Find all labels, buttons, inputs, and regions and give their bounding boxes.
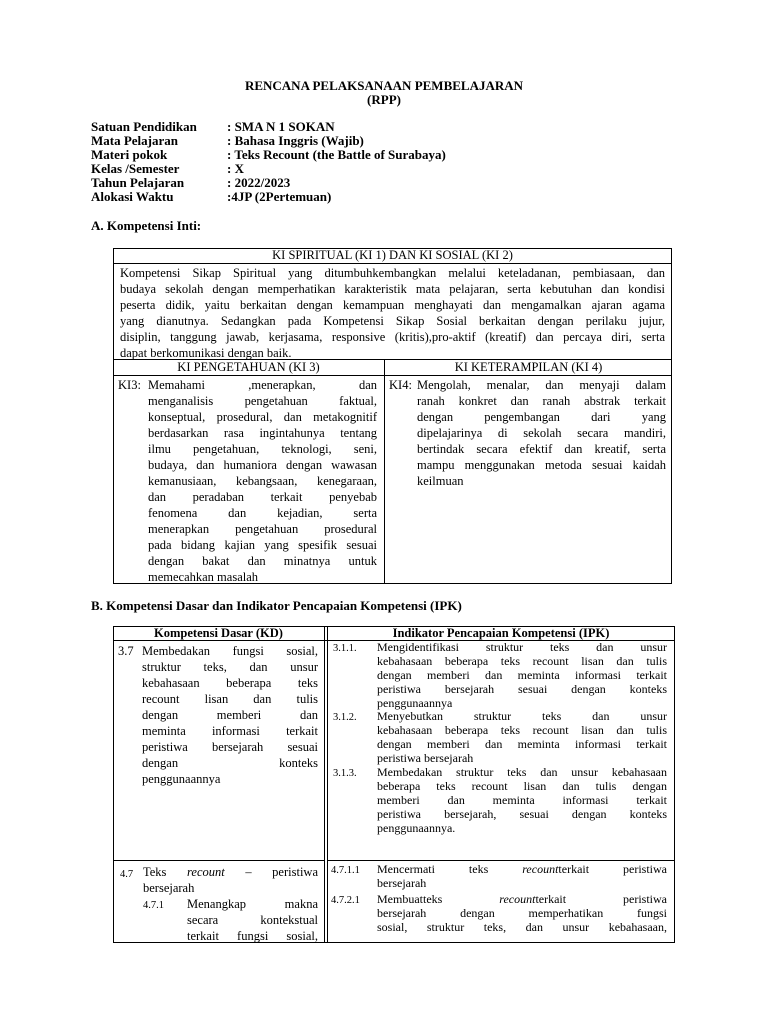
ki12-description [120, 265, 665, 361]
section-a-heading: A. Kompetensi Inti: [91, 218, 202, 233]
ki3-line: konseptual, prosedural, dan metakognitif [148, 410, 377, 424]
ipk-line: peristiwa bersejarah sesuai dengan konteks [377, 682, 667, 696]
kd-number: 4.7 [120, 869, 134, 880]
ki3-line: ilmu pengetahuan, teknologi, seni, [148, 442, 377, 456]
ki3-line: dan peradaban terkait penyebab [148, 490, 377, 504]
ipk-line: Menyebutkan struktur teks dan unsur [377, 709, 667, 723]
kd-line: dengan konteks [142, 756, 318, 770]
ki12-line: Kompetensi Sikap Spiritual yang ditumbuhkembangkan melalui keteladanan, pembiasaan, dan [120, 266, 665, 280]
ipk-number: 3.1.3. [333, 768, 357, 779]
kd-4-7-line2: bersejarah [143, 881, 195, 895]
ipk-line: kebahasaan beberapa teks recount lisan dan tulis [377, 723, 667, 737]
ipk-line: Membedakan struktur teks dan unsur kebahasaan [377, 765, 667, 779]
kd-line: recount lisan dan tulis [142, 692, 318, 706]
kd-column-header: Kompetensi Dasar (KD) [154, 626, 283, 640]
ki3-line: fenomena dan kejadian, serta [148, 506, 377, 520]
kd-table-right-border [674, 626, 675, 942]
identity-value: : X [227, 161, 244, 176]
ipk-line: kebahasaan beberapa teks recount lisan dan tulis [377, 654, 667, 668]
ipk-line: beberapa teks recount lisan dan tulis dengan [377, 779, 667, 793]
ipk-text-italic: recount [499, 892, 536, 906]
ki12-line: dapat berkomunikasi dengan baik. [120, 346, 292, 360]
ipk-4-7-1-1-line2: bersejarah [377, 876, 427, 890]
ki4-code: KI4: [389, 378, 412, 392]
kd-table-column-divider [327, 626, 328, 942]
ipk-text: Membuatteks [377, 892, 500, 906]
ipk-text: terkait peristiwa [558, 862, 668, 876]
ki4-line: bertindak secara efektif dan kreatif, serta [417, 442, 666, 456]
ipk-text: Mencermati teks [377, 862, 523, 876]
identity-label: Mata Pelajaran [91, 133, 179, 148]
ipk-line: penggunaannya. [377, 821, 456, 835]
ki4-line: ranah konkret dan ranah abstrak terkait [417, 394, 666, 408]
ki3-line: pada bidang kajian yang spesifik sesuai [148, 538, 377, 552]
ipk-line: dengan memberi dan meminta informasi terkait [377, 668, 667, 682]
kd-4-7-1-text [187, 896, 318, 944]
ipk-line: sosial, struktur teks, dan unsur kebahasaan, [377, 920, 667, 934]
ki3-code: KI3: [118, 378, 141, 392]
ki3-header: KI PENGETAHUAN (KI 3) [177, 360, 320, 374]
ki4-description [417, 377, 666, 489]
identity-value: : SMA N 1 SOKAN [227, 119, 335, 134]
kd-line: peristiwa bersejarah sesuai [142, 740, 318, 754]
identity-label: Kelas /Semester [91, 161, 180, 176]
identity-label: Tahun Pelajaran [91, 175, 185, 190]
ki3-line: berdasarkan rasa ingintahunya tentang [148, 426, 377, 440]
ipk-3-1-1-text [377, 640, 667, 710]
ipk-line: peristiwa bersejarah, sesuai dengan konteks [377, 807, 667, 821]
kd-table-left-border [113, 626, 114, 942]
ipk-line: Mengidentifikasi struktur teks dan unsur [377, 640, 667, 654]
ki4-line: dengan pengembangan dari yang [417, 410, 666, 424]
ipk-4-7-1-1-line1 [377, 862, 667, 876]
ipk-text-italic: recount [522, 862, 559, 876]
ki3-line: menganalisis pengetahuan faktual, [148, 394, 377, 408]
ki12-header: KI SPIRITUAL (KI 1) DAN KI SOSIAL (KI 2) [272, 248, 513, 262]
document-title: RENCANA PELAKSANAAN PEMBELAJARAN [244, 78, 524, 93]
ipk-text: terkait peristiwa [535, 892, 667, 906]
kd-row-divider [327, 860, 675, 861]
kd-line: struktur teks, dan unsur [142, 660, 318, 674]
ipk-number: 4.7.2.1 [331, 895, 360, 906]
ipk-number: 3.1.2. [333, 712, 357, 723]
kd-4-7-text-a: Teks [143, 865, 188, 879]
kd-line: Menangkap makna [187, 897, 318, 911]
ipk-line: peristiwa bersejarah [377, 751, 474, 765]
ipk-column-header: Indikator Pencapaian Kompetensi (IPK) [392, 626, 610, 640]
ipk-line: memberi dan meminta informasi terkait [377, 793, 667, 807]
ki-column-divider [384, 359, 385, 584]
ipk-4-7-2-1-rest [377, 906, 667, 934]
ipk-number: 4.7.1.1 [331, 865, 360, 876]
ipk-3-1-3-text [377, 765, 667, 835]
ki4-line: keilmuan [417, 474, 464, 488]
ipk-line: bersejarah dengan memperhatikan fungsi [377, 906, 667, 920]
ki-divider [113, 375, 672, 376]
kd-line: secara kontekstual [187, 913, 318, 927]
kd-4-7-text-b: – peristiwa [224, 865, 318, 879]
ipk-line: penggunaannya [377, 696, 453, 710]
ki3-line: dengan bakat dan minatnya untuk [148, 554, 377, 568]
ki3-line: kemanusiaan, kebangsaan, kenegaraan, [148, 474, 377, 488]
kd-table-column-divider [324, 626, 325, 942]
kd-line: meminta informasi terkait [142, 724, 318, 738]
kd-line: penggunaannya [142, 772, 221, 786]
ki4-line: mampu menggunakan metoda sesuai kaidah [417, 458, 666, 472]
identity-value: : Bahasa Inggris (Wajib) [227, 133, 364, 148]
ki3-line: memecahkan masalah [148, 570, 259, 584]
document-subtitle: (RPP) [367, 92, 401, 107]
section-b-heading: B. Kompetensi Dasar dan Indikator Pencapaian Kompetensi (IPK) [91, 598, 462, 613]
kd-number: 3.7 [118, 644, 134, 658]
ipk-3-1-2-text [377, 709, 667, 765]
ki3-line: budaya, dan humaniora dengan wawasan [148, 458, 377, 472]
ipk-number: 3.1.1. [333, 643, 357, 654]
ki4-line: dipelajarinya di sekolah secara mandiri, [417, 426, 666, 440]
ki3-description [148, 377, 377, 585]
ki12-line: budaya sekolah dengan memperhatikan karakteristik mata pelajaran, serta kebutuhan dan kondisi [120, 282, 665, 296]
kd-row-divider [113, 860, 325, 861]
ki3-line: Memahami ,menerapkan, dan [148, 378, 377, 392]
identity-label: Alokasi Waktu [91, 189, 174, 204]
ki3-line: menerapkan pengetahuan prosedural [148, 522, 377, 536]
kd-line: dengan memberi dan [142, 708, 318, 722]
identity-label: Materi pokok [91, 147, 168, 162]
identity-value: : 2022/2023 [227, 175, 291, 190]
identity-value: : Teks Recount (the Battle of Surabaya) [227, 147, 446, 162]
ki-divider [113, 263, 672, 264]
ki12-line: disiplin, tanggung jawab, kerjasama, responsive (kritis),pro-aktif (kreatif) dan percaya diri, serta [120, 330, 665, 344]
kd-4-7-text-italic: recount [187, 865, 225, 879]
ki4-line: Mengolah, menalar, dan menyaji dalam [417, 378, 666, 392]
kd-3-7-text [142, 643, 318, 787]
kd-4-7-title [143, 864, 318, 880]
ki4-header: KI KETERAMPILAN (KI 4) [454, 360, 603, 374]
ipk-4-7-2-1-line1 [377, 892, 667, 906]
kd-line: kebahasaan beberapa teks [142, 676, 318, 690]
ipk-line: dengan memberi dan meminta informasi terkait [377, 737, 667, 751]
ki12-line: yang dianutnya. Sedangkan pada Kompetensi Sikap Sosial berkaitan dengan perilaku jujur, [120, 314, 665, 328]
kd-line: Membedakan fungsi sosial, [142, 644, 318, 658]
identity-value: :4JP (2Pertemuan) [227, 189, 332, 204]
ki12-line: peserta didik, yaitu berkaitan dengan kemampuan menghayati dan mengamalkan ajaran agama [120, 298, 665, 312]
kd-number: 4.7.1 [143, 900, 164, 911]
identity-label: Satuan Pendidikan [91, 119, 197, 134]
kd-line: terkait fungsi sosial, [187, 929, 318, 943]
